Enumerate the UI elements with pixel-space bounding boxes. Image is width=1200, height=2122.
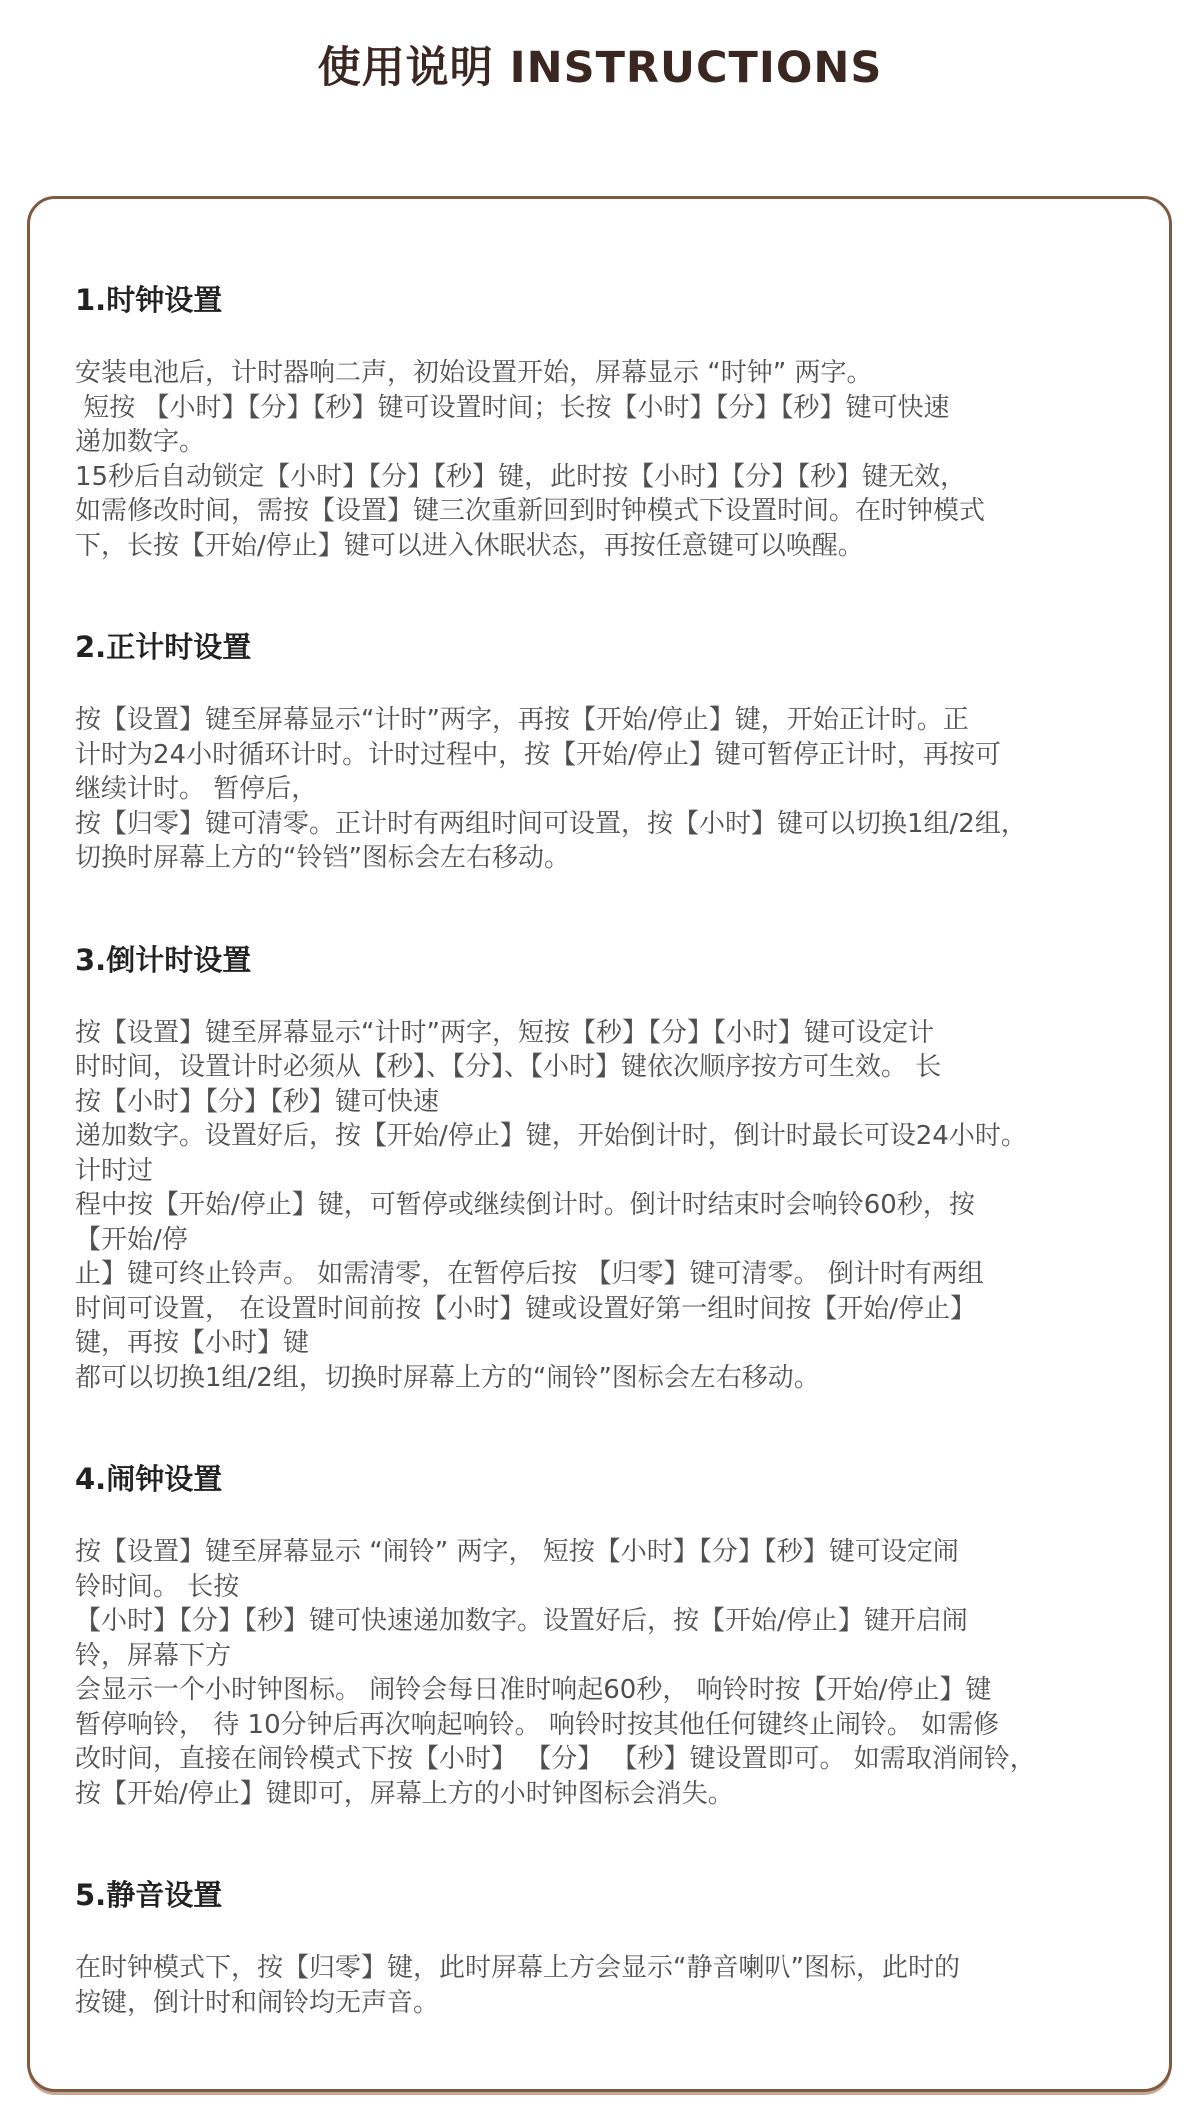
section-heading: 5.静音设置 (75, 1878, 223, 1912)
paragraph-line: 15秒后自动锁定【小时】【分】【秒】键，此时按【小时】【分】【秒】键无效， (75, 461, 967, 492)
paragraph-line: 下，长按【开始/停止】键可以进入休眠状态，再按任意键可以唤醒。 (75, 530, 864, 561)
paragraph-line: 铃，屏幕下方 (75, 1640, 232, 1671)
paragraph-line: 【小时】【分】【秒】键可快速递加数字。设置好后，按【开始/停止】键开启闹 (75, 1606, 968, 1636)
page-title: 使用说明 INSTRUCTIONS (317, 43, 883, 93)
paragraph-line: 键，再按【小时】键 (75, 1328, 310, 1358)
section-heading: 2.正计时设置 (75, 630, 252, 664)
paragraph-line: 递加数字。 (75, 427, 206, 457)
instructions-panel (27, 196, 1172, 2092)
paragraph-line: 时时间，设置计时必须从【秒】、【分】、【小时】键依次顺序按方可生效。 长 (75, 1052, 942, 1082)
paragraph-line: 按【设置】键至屏幕显示“计时”两字，再按【开始/停止】键，开始正计时。正 (75, 705, 969, 735)
section-countdown-settings (75, 942, 1141, 1396)
section-paragraph (75, 1535, 1141, 1811)
section-paragraph (75, 703, 1141, 876)
section-clock-settings (75, 282, 1141, 563)
paragraph-line: 按【设置】键至屏幕显示“计时”两字，短按【秒】【分】【小时】键可设定计 (75, 1017, 934, 1048)
paragraph-line: 按【归零】键可清零。正计时有两组时间可设置，按【小时】键可以切换1组/2组， (75, 808, 1027, 839)
paragraph-line: 会显示一个小时钟图标。 闹铃会每日准时响起60秒， 响铃时按【开始/停止】键 (75, 1675, 992, 1705)
paragraph-line: 按【小时】【分】【秒】键可快速 (75, 1086, 440, 1117)
section-alarm-settings (75, 1461, 1141, 1811)
paragraph-line: 都可以切换1组/2组，切换时屏幕上方的“闹铃”图标会左右移动。 (75, 1362, 820, 1393)
paragraph-line: 按键，倒计时和闹铃均无声音。 (75, 1987, 440, 2018)
paragraph-line: 暂停响铃， 待 10分钟后再次响起响铃。 响铃时按其他任何键终止闹铃。 如需修 (75, 1709, 1000, 1740)
section-mute-settings (75, 1877, 1141, 2020)
section-heading: 3.倒计时设置 (75, 942, 252, 977)
section-heading: 1.时钟设置 (75, 283, 223, 317)
paragraph-line: 【开始/停 (75, 1224, 188, 1255)
paragraph-line: 安装电池后，计时器响二声，初始设置开始，屏幕显示 “时钟” 两字。 (75, 358, 873, 388)
paragraph-line: 如需修改时间，需按【设置】键三次重新回到时钟模式下设置时间。在时钟模式 (75, 496, 986, 526)
section-countup-settings (75, 629, 1141, 876)
section-paragraph (75, 1016, 1141, 1396)
paragraph-line: 短按 【小时】【分】【秒】键可设置时间；长按【小时】【分】【秒】键可快速 (75, 392, 950, 423)
paragraph-line: 铃时间。 长按 (75, 1571, 240, 1602)
paragraph-line: 程中按【开始/停止】键，可暂停或继续倒计时。倒计时结束时会响铃60秒，按 (75, 1190, 975, 1220)
paragraph-line: 止】键可终止铃声。 如需清零，在暂停后按 【归零】键可清零。 倒计时有两组 (75, 1259, 984, 1289)
paragraph-line: 按【设置】键至屏幕显示 “闹铃” 两字， 短按【小时】【分】【秒】键可设定闹 (75, 1537, 959, 1567)
paragraph-line: 递加数字。设置好后，按【开始/停止】键，开始倒计时，倒计时最长可设24小时。 (75, 1121, 1027, 1151)
paragraph-line: 在时钟模式下，按【归零】键，此时屏幕上方会显示“静音喇叭”图标，此时的 (75, 1953, 960, 1983)
paragraph-line: 继续计时。 暂停后， (75, 774, 318, 804)
section-paragraph (75, 1951, 1141, 2020)
paragraph-line: 改时间，直接在闹铃模式下按【小时】 【分】 【秒】键设置即可。 如需取消闹铃， (75, 1744, 1036, 1774)
paragraph-line: 时间可设置， 在设置时间前按【小时】键或设置好第一组时间按【开始/停止】 (75, 1293, 977, 1324)
section-heading: 4.闹钟设置 (75, 1462, 223, 1496)
paragraph-line: 按【开始/停止】键即可，屏幕上方的小时钟图标会消失。 (75, 1778, 734, 1809)
paragraph-line: 计时过 (75, 1155, 154, 1186)
paragraph-line: 计时为24小时循环计时。计时过程中，按【开始/停止】键可暂停正计时，再按可 (75, 739, 1001, 770)
paragraph-line: 切换时屏幕上方的“铃铛”图标会左右移动。 (75, 843, 570, 873)
section-paragraph (75, 356, 1141, 563)
